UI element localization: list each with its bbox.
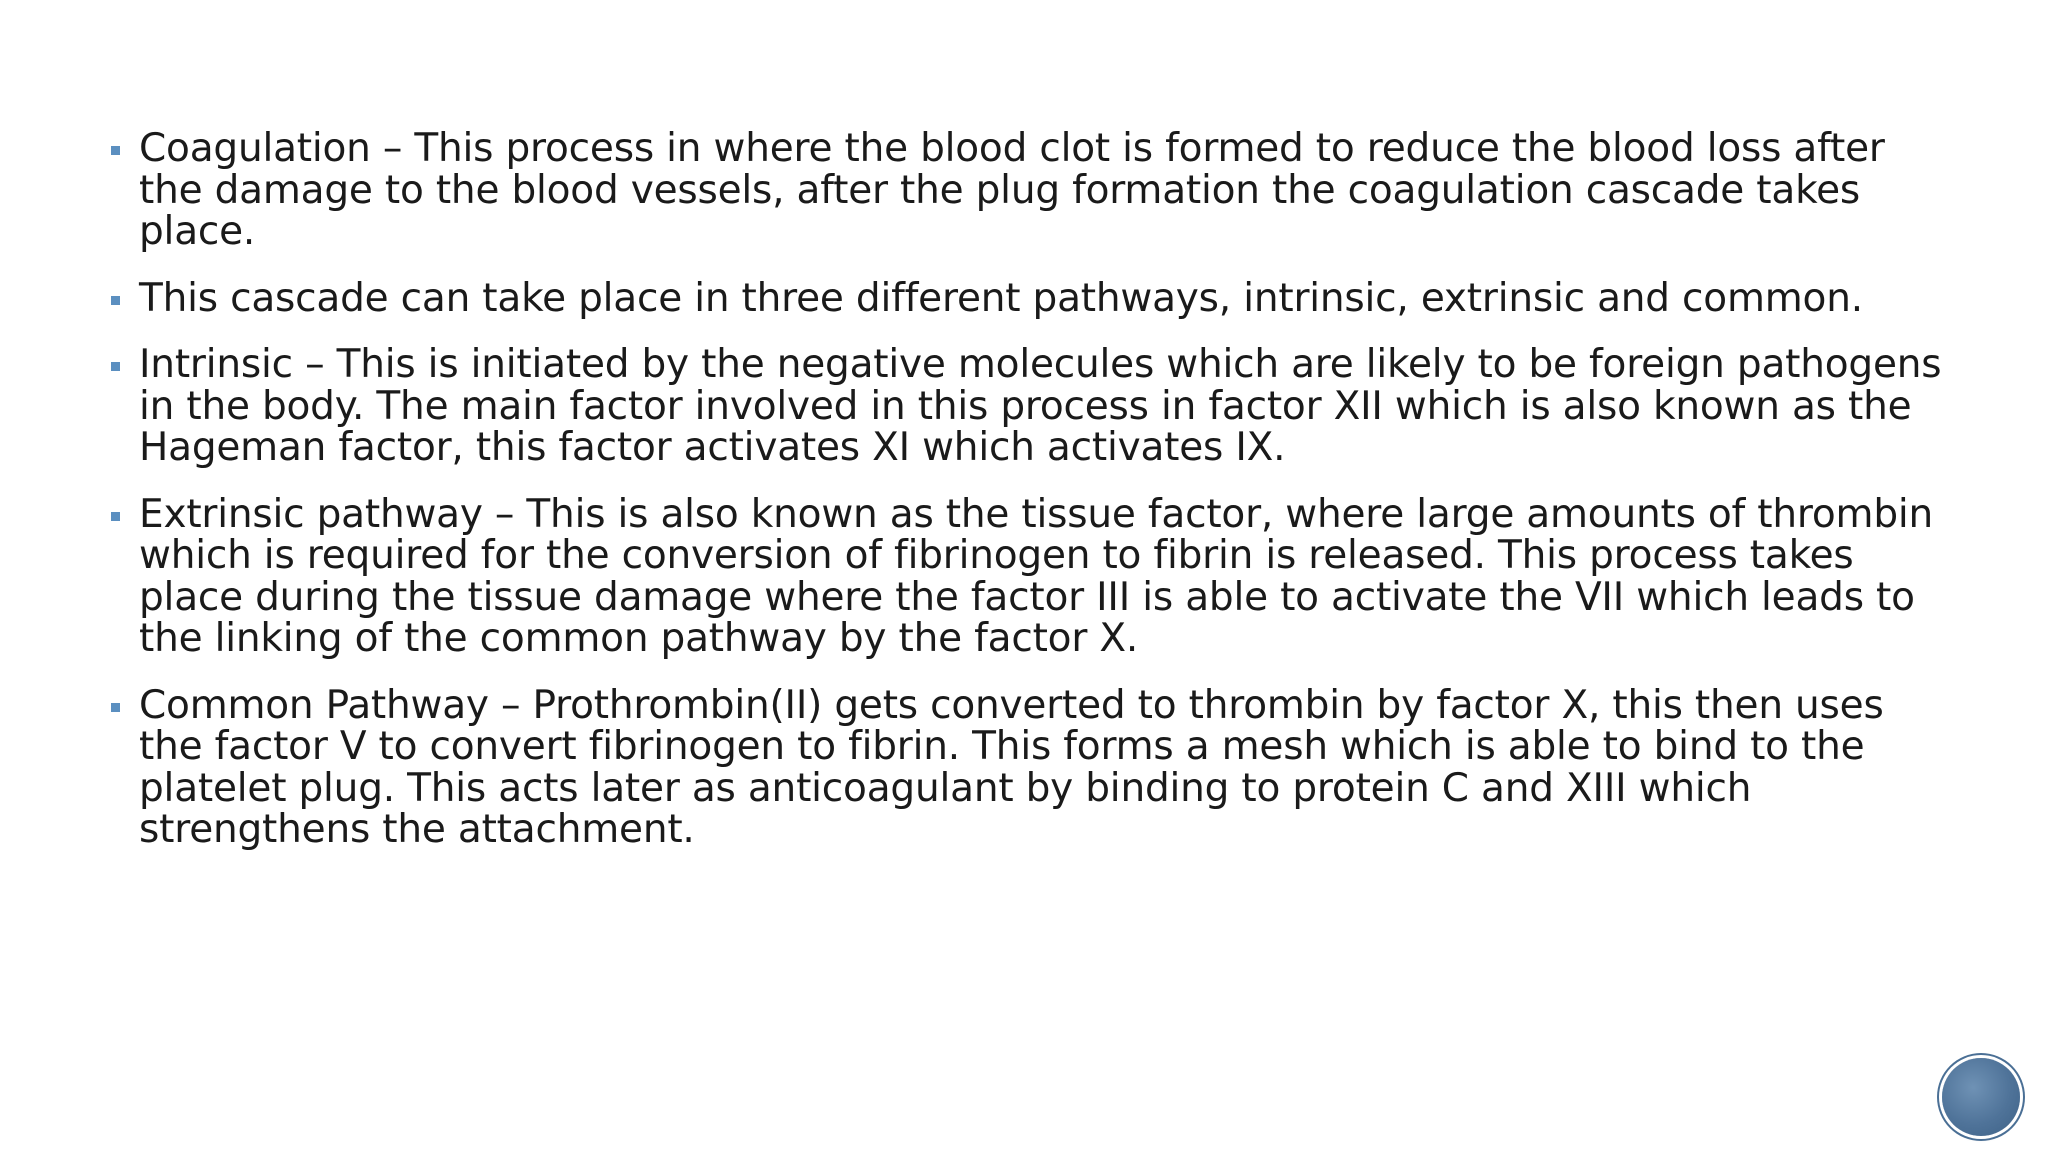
bullet-square-icon bbox=[111, 296, 120, 305]
bullet-square-icon bbox=[111, 512, 120, 521]
bullet-item-extrinsic bbox=[108, 491, 1958, 661]
bullet-item-cascade bbox=[108, 275, 1958, 321]
bullet-square-icon bbox=[111, 146, 120, 155]
bullet-text: Intrinsic – This is initiated by the negative molecules which are likely to be foreign pathogens in the body. The main factor involved in this process in factor XII which is also known as the Hageman factor, this factor activates XI which activates IX. bbox=[139, 342, 1942, 470]
bullet-text: Common Pathway – Prothrombin(II) gets converted to thrombin by factor X, this then uses the factor V to convert fibrinogen to fibrin. This forms a mesh which is able to bind to the platelet plug. This acts later as anticoagulant by binding to protein C and XIII which strengthens the attachment. bbox=[139, 682, 1884, 852]
bullet-text: Coagulation – This process in where the blood clot is formed to reduce the blood loss after the damage to the blood vessels, after the plug formation the coagulation cascade takes place. bbox=[139, 126, 1885, 254]
bullet-square-icon bbox=[111, 703, 120, 712]
bullet-square-icon bbox=[111, 362, 120, 371]
bullet-item-intrinsic bbox=[108, 344, 1958, 469]
bullet-text: Extrinsic pathway – This is also known as the tissue factor, where large amounts of thrombin which is required for the conversion of fibrinogen to fibrin is released. This process takes place during the tissue damage where the factor III is able to activate the VII which leads to the linking of the common pathway by the factor X. bbox=[139, 491, 1934, 661]
bullet-list bbox=[108, 128, 1958, 851]
bullet-item-coagulation bbox=[108, 128, 1958, 253]
circle-nav-icon[interactable] bbox=[1942, 1058, 2020, 1136]
slide-content bbox=[108, 128, 1958, 876]
bullet-item-common bbox=[108, 682, 1958, 852]
bullet-text: This cascade can take place in three different pathways, intrinsic, extrinsic and common. bbox=[139, 275, 1863, 321]
